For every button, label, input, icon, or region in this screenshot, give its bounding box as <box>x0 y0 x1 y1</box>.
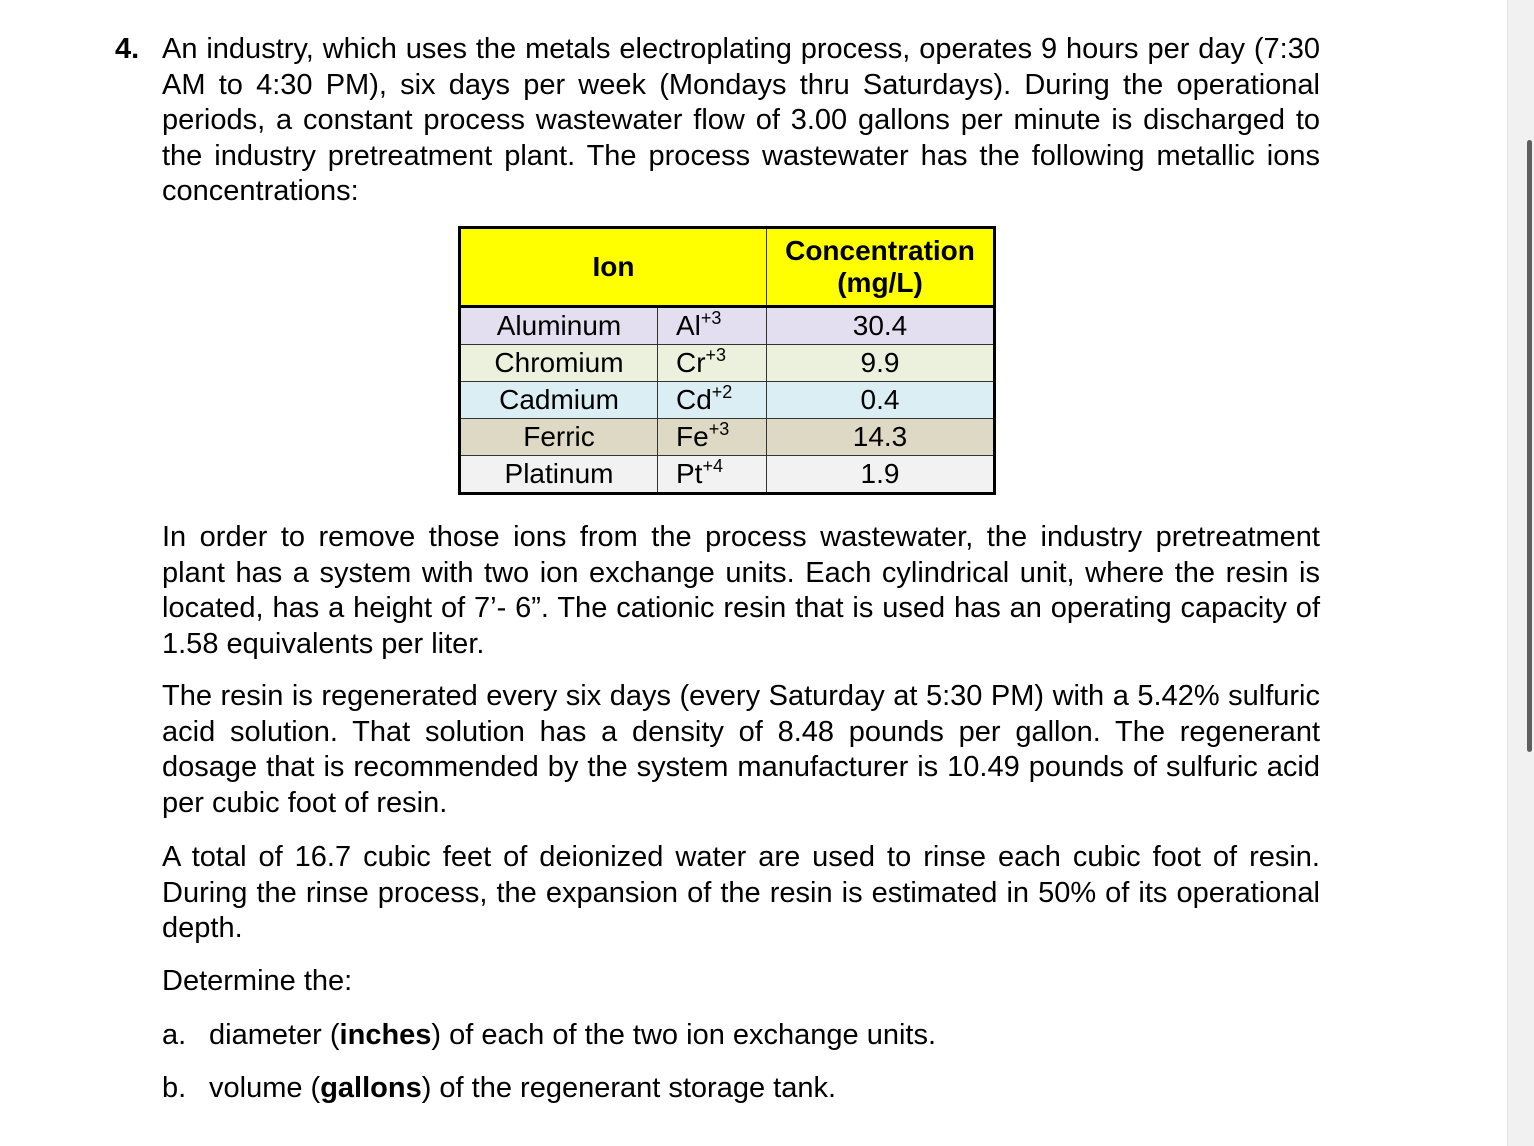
ion-symbol-cell <box>658 382 767 419</box>
scrollbar-track[interactable] <box>1507 0 1534 1146</box>
ion-symbol-cell <box>658 345 767 382</box>
determine-prompt: Determine the: <box>162 965 353 997</box>
table-row <box>460 382 995 419</box>
list-item-a <box>162 1018 936 1054</box>
ion-symbol-cell <box>658 456 767 494</box>
ion-name: Ferric <box>460 419 658 456</box>
item-text-bold: gallons <box>320 1072 422 1104</box>
table-row <box>460 307 995 345</box>
ion-concentration: 1.9 <box>767 456 995 494</box>
item-text-pre: diameter ( <box>209 1019 340 1051</box>
ion-charge: +4 <box>702 456 723 476</box>
paragraph-regeneration: The resin is regenerated every six days (every Saturday at 5:30 PM) with a 5.42% sulfuric acid solution. That solution has a density of 8.48 pounds per gallon. The regenerant dosage that is recommended by the system manufacturer is 10.49 pounds of sulfuric acid per cubic foot of resin. <box>162 680 1320 819</box>
ion-charge: +2 <box>711 382 733 402</box>
concentration-header-line2: (mg/L) <box>837 267 923 298</box>
ion-charge: +3 <box>705 345 727 365</box>
ion-charge: +3 <box>700 308 722 328</box>
ion-symbol: Cd <box>676 384 712 415</box>
ion-symbol-cell <box>658 419 767 456</box>
ion-concentration: 9.9 <box>767 345 995 382</box>
ion-name: Chromium <box>460 345 658 382</box>
ion-symbol: Cr <box>676 347 706 378</box>
item-text-post: ) of each of the two ion exchange units. <box>431 1019 937 1051</box>
ion-concentration-table <box>458 226 996 495</box>
ion-symbol: Pt <box>676 458 703 489</box>
paragraph-ion-exchange: In order to remove those ions from the process wastewater, the industry pretreatment plant has a system with two ion exchange units. Each cylindrical unit, where the resin is located, has a height of 7’- 6”. The cationic resin that is used has an operating capacity of 1.58 equivalents per liter. <box>162 521 1320 660</box>
ion-name: Platinum <box>460 456 658 494</box>
ion-name: Aluminum <box>460 307 658 345</box>
question-number: 4. <box>115 33 140 65</box>
ion-symbol: Fe <box>676 421 709 452</box>
ion-symbol-cell <box>658 307 767 345</box>
ion-name: Cadmium <box>460 382 658 419</box>
item-label: b. <box>162 1072 187 1104</box>
list-item-b <box>162 1071 836 1107</box>
question-intro: An industry, which uses the metals electroplating process, operates 9 hours per day (7:30 AM to 4:30 PM), six days per week (Mondays thru Saturdays). During the operational periods, a constant process wastewater flow of 3.00 gallons per minute is discharged to the industry pretreatment plant. The process wastewater has the following metallic ions concentrations: <box>162 33 1320 207</box>
ion-charge: +3 <box>708 419 730 439</box>
item-text-pre: volume ( <box>209 1072 321 1104</box>
ion-concentration: 0.4 <box>767 382 995 419</box>
concentration-header-line1: Concentration <box>785 235 975 266</box>
item-text-bold: inches <box>339 1019 432 1051</box>
scrollbar-thumb[interactable] <box>1527 140 1532 752</box>
ion-concentration: 30.4 <box>767 307 995 345</box>
ion-concentration: 14.3 <box>767 419 995 456</box>
item-text-post: ) of the regenerant storage tank. <box>421 1072 837 1104</box>
concentration-header <box>767 228 995 307</box>
table-row <box>460 419 995 456</box>
ion-symbol: Al <box>676 310 701 341</box>
item-label: a. <box>162 1019 187 1051</box>
ion-header: Ion <box>460 228 767 307</box>
table-row <box>460 345 995 382</box>
paragraph-rinse: A total of 16.7 cubic feet of deionized water are used to rinse each cubic foot of resin. During the rinse process, the expansion of the resin is estimated in 50% of its operational depth. <box>162 841 1320 944</box>
table-row <box>460 456 995 494</box>
